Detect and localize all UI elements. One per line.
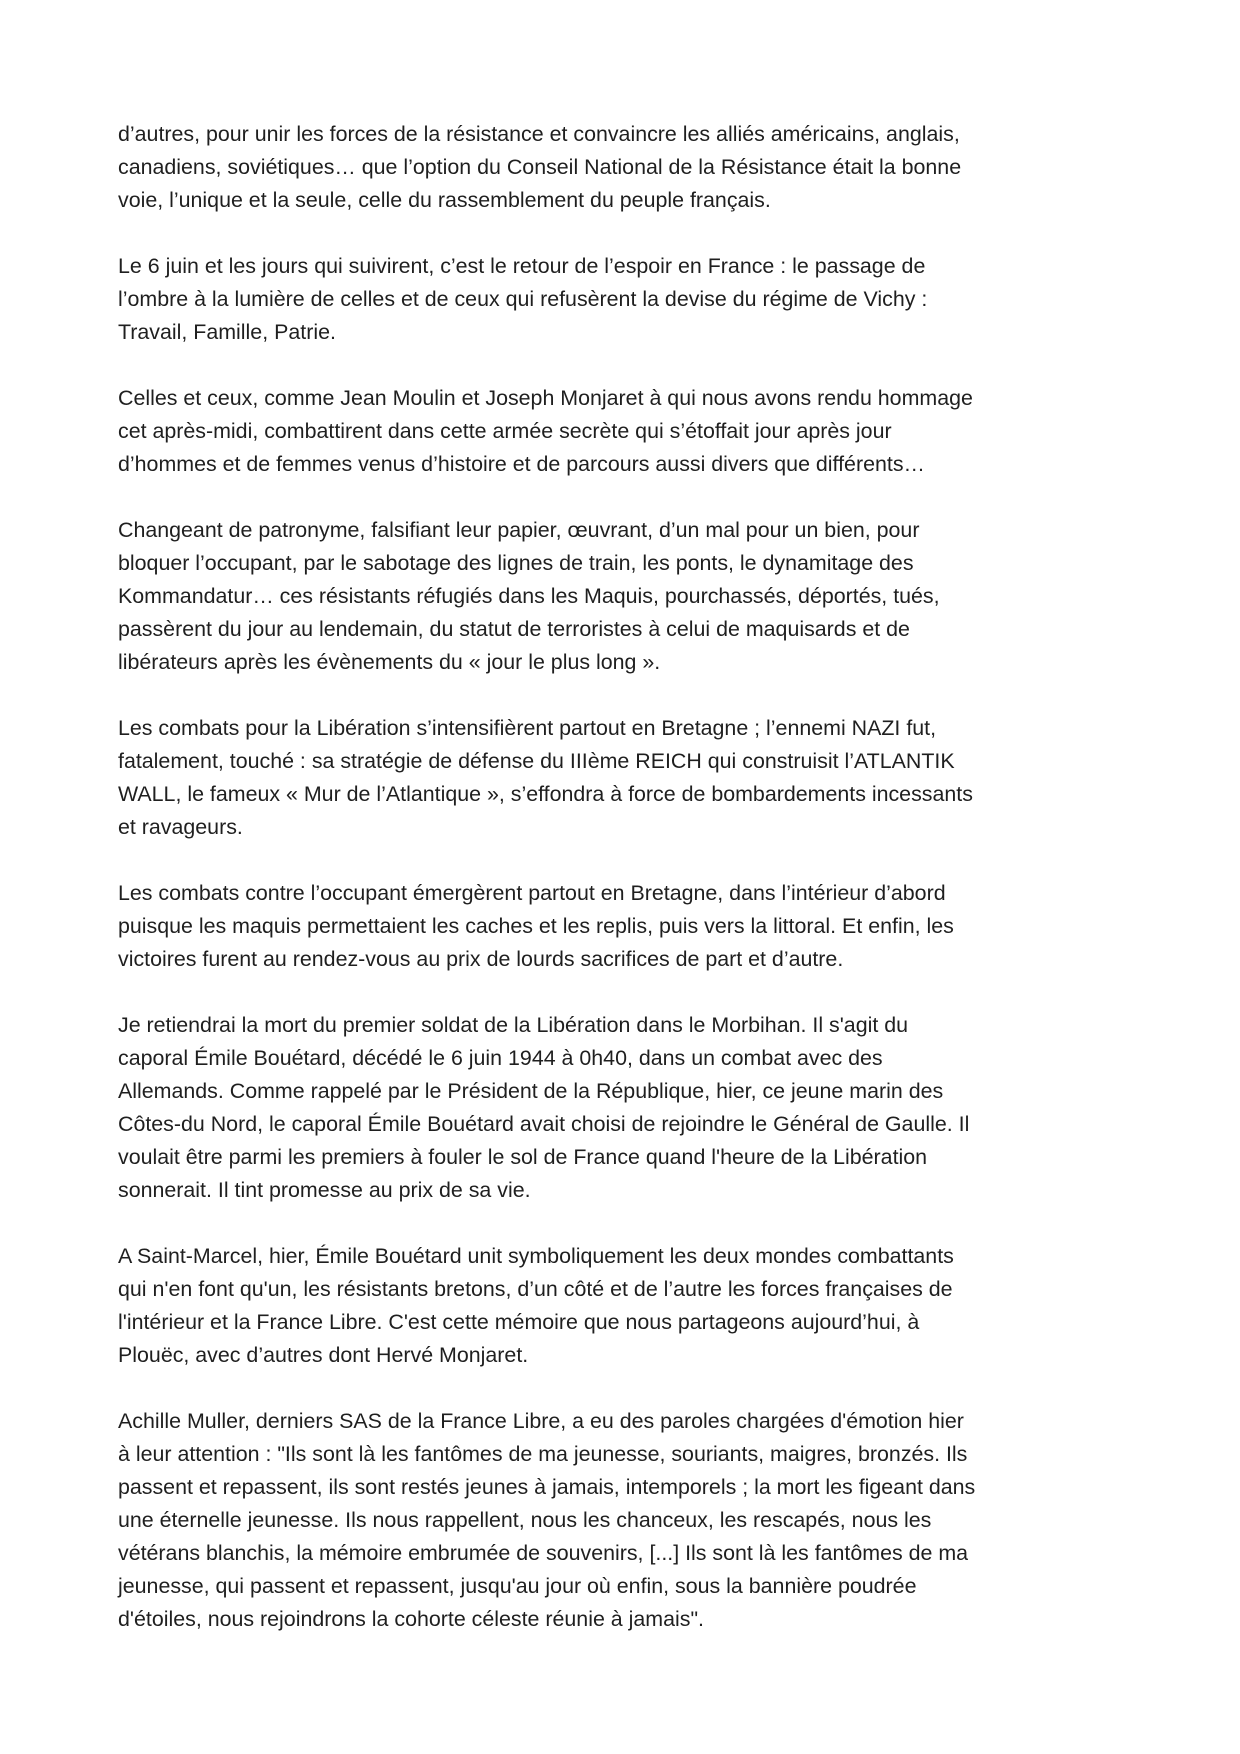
paragraph — [118, 1009, 1128, 1207]
text-line: Plouëc, avec d’autres dont Hervé Monjaret. — [118, 1343, 529, 1367]
text-line: vétérans blanchis, la mémoire embrumée de souvenirs, [...] Ils sont là les fantômes de ma — [118, 1541, 969, 1565]
paragraph — [118, 514, 1128, 679]
paragraph — [118, 382, 1128, 481]
text-line: passèrent du jour au lendemain, du statut de terroristes à celui de maquisards et de — [118, 617, 910, 641]
text-line: bloquer l’occupant, par le sabotage des lignes de train, les ponts, le dynamitage des — [118, 551, 914, 575]
text-line: à leur attention : "Ils sont là les fantômes de ma jeunesse, souriants, maigres, bronzés. Ils — [118, 1442, 968, 1466]
text-line: une éternelle jeunesse. Ils nous rappellent, nous les chanceux, les rescapés, nous les — [118, 1508, 932, 1532]
text-line: Côtes-du Nord, le caporal Émile Bouétard avait choisi de rejoindre le Général de Gaulle. Il — [118, 1112, 970, 1136]
text-line: d’hommes et de femmes venus d’histoire et de parcours aussi divers que différents… — [118, 452, 925, 476]
text-line: Je retiendrai la mort du premier soldat de la Libération dans le Morbihan. Il s'agit du — [118, 1013, 909, 1037]
text-line: A Saint-Marcel, hier, Émile Bouétard unit symboliquement les deux mondes combattants — [118, 1244, 954, 1268]
text-line: canadiens, soviétiques… que l’option du Conseil National de la Résistance était la bonne — [118, 155, 962, 179]
text-line: et ravageurs. — [118, 815, 243, 839]
text-line: voulait être parmi les premiers à fouler le sol de France quand l'heure de la Libération — [118, 1145, 928, 1169]
text-line: cet après-midi, combattirent dans cette armée secrète qui s’étoffait jour après jour — [118, 419, 892, 443]
text-line: passent et repassent, ils sont restés jeunes à jamais, intemporels ; la mort les figeant dans — [118, 1475, 976, 1499]
text-line: Travail, Famille, Patrie. — [118, 320, 336, 344]
text-line: voie, l’unique et la seule, celle du rassemblement du peuple français. — [118, 188, 771, 212]
text-line: l'intérieur et la France Libre. C'est cette mémoire que nous partageons aujourd’hui, à — [118, 1310, 920, 1334]
text-line: Changeant de patronyme, falsifiant leur papier, œuvrant, d’un mal pour un bien, pour — [118, 518, 920, 542]
text-line: Celles et ceux, comme Jean Moulin et Joseph Monjaret à qui nous avons rendu hommage — [118, 386, 973, 410]
text-line: Kommandatur… ces résistants réfugiés dans les Maquis, pourchassés, déportés, tués, — [118, 584, 940, 608]
text-line: caporal Émile Bouétard, décédé le 6 juin 1944 à 0h40, dans un combat avec des — [118, 1046, 883, 1070]
text-line: sonnerait. Il tint promesse au prix de sa vie. — [118, 1178, 531, 1202]
text-line: jeunesse, qui passent et repassent, jusqu'au jour où enfin, sous la bannière poudrée — [118, 1574, 917, 1598]
text-line: Achille Muller, derniers SAS de la France Libre, a eu des paroles chargées d'émotion hier — [118, 1409, 964, 1433]
text-line: fatalement, touché : sa stratégie de défense du IIIème REICH qui construisit l’ATLANTIK — [118, 749, 955, 773]
text-line: d’autres, pour unir les forces de la résistance et convaincre les alliés américains, anglais, — [118, 122, 960, 146]
paragraph — [118, 118, 1128, 217]
document-page — [118, 118, 1128, 1636]
text-line: victoires furent au rendez-vous au prix de lourds sacrifices de part et d’autre. — [118, 947, 844, 971]
text-line: l’ombre à la lumière de celles et de ceux qui refusèrent la devise du régime de Vichy : — [118, 287, 928, 311]
paragraph — [118, 1240, 1128, 1372]
paragraph — [118, 250, 1128, 349]
text-line: WALL, le fameux « Mur de l’Atlantique », s’effondra à force de bombardements incessants — [118, 782, 973, 806]
paragraph — [118, 712, 1128, 844]
text-line: d'étoiles, nous rejoindrons la cohorte céleste réunie à jamais". — [118, 1607, 704, 1631]
text-line: Les combats contre l’occupant émergèrent partout en Bretagne, dans l’intérieur d’abord — [118, 881, 946, 905]
text-line: Allemands. Comme rappelé par le Président de la République, hier, ce jeune marin des — [118, 1079, 944, 1103]
text-line: puisque les maquis permettaient les caches et les replis, puis vers la littoral. Et enfin, les — [118, 914, 954, 938]
text-line: Les combats pour la Libération s’intensifièrent partout en Bretagne ; l’ennemi NAZI fut, — [118, 716, 937, 740]
paragraph — [118, 877, 1128, 976]
paragraph — [118, 1405, 1128, 1636]
text-line: libérateurs après les évènements du « jour le plus long ». — [118, 650, 661, 674]
text-line: Le 6 juin et les jours qui suivirent, c’est le retour de l’espoir en France : le passage de — [118, 254, 926, 278]
text-line: qui n'en font qu'un, les résistants bretons, d’un côté et de l’autre les forces françaises de — [118, 1277, 953, 1301]
